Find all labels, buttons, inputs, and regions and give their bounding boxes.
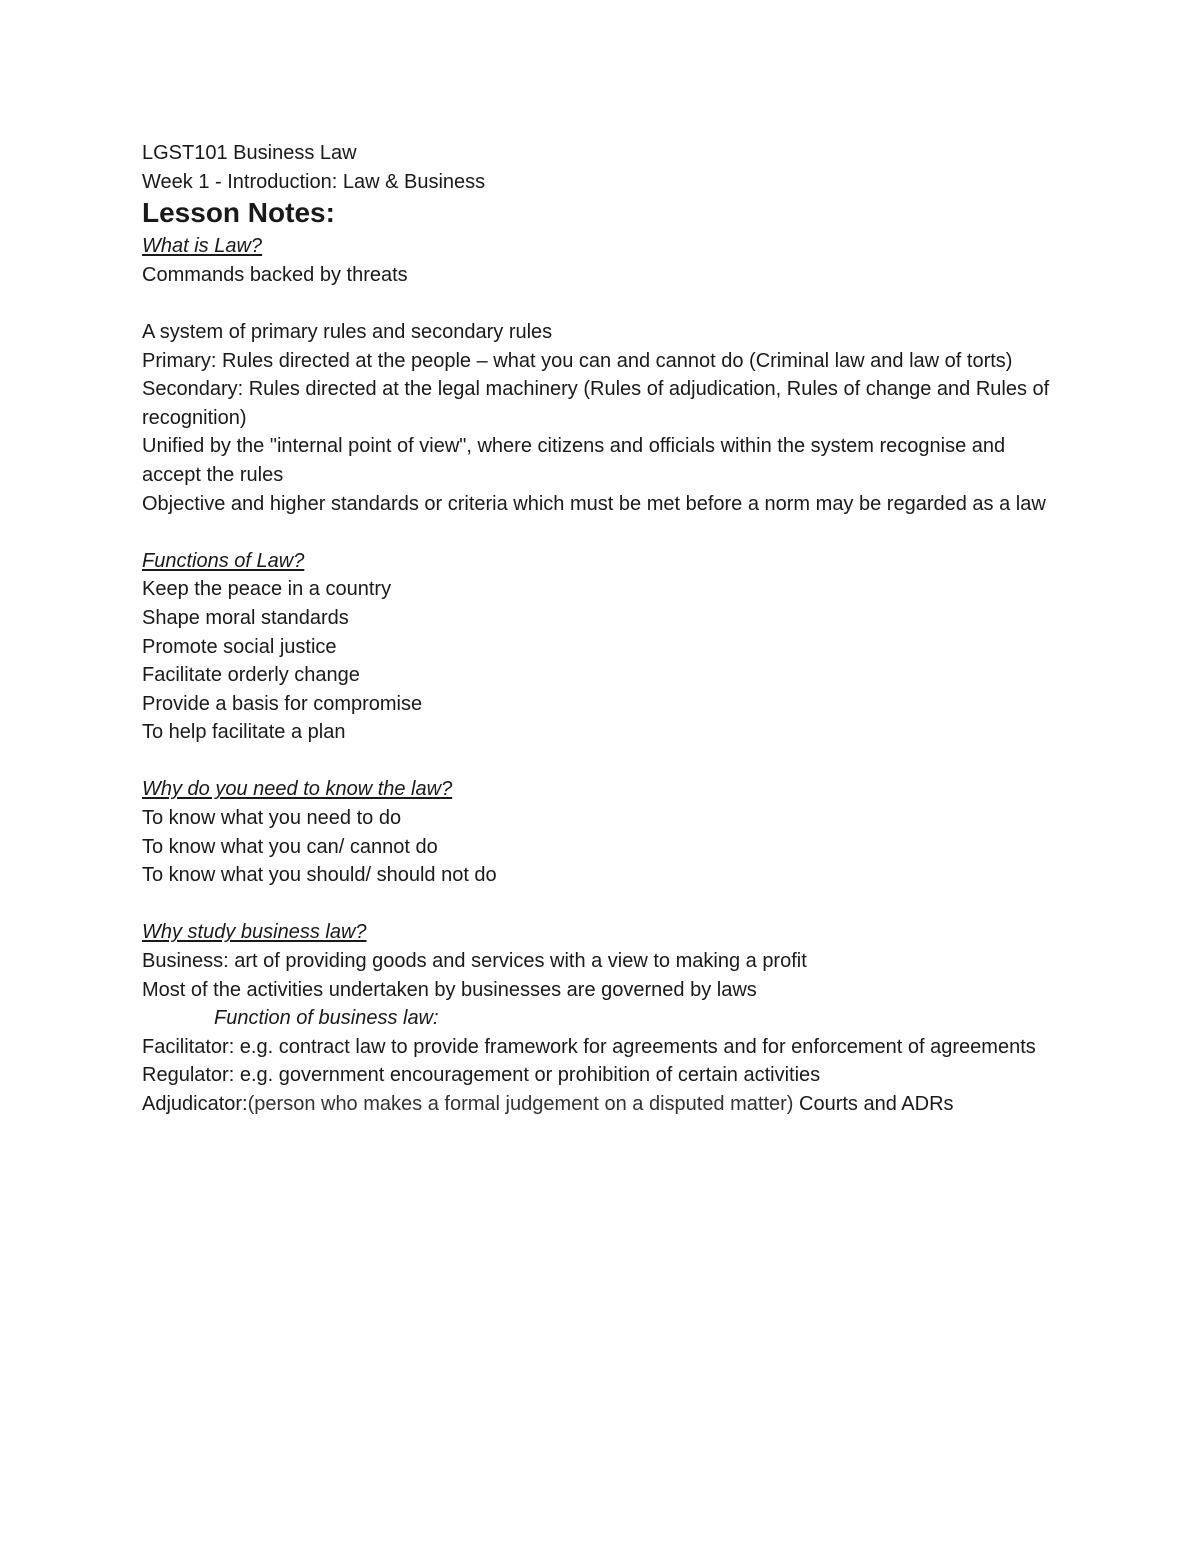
text-line: Business: art of providing goods and services with a view to making a profit [142,950,807,973]
lesson-heading: Lesson Notes: [142,197,335,229]
text-line: Facilitator: e.g. contract law to provide framework for agreements and for enforcement of agreements [142,1035,1036,1058]
text-line: Secondary: Rules directed at the legal machinery (Rules of adjudication, Rules of change and Rules of recognition) [142,378,1050,429]
text-line: To know what you need to do [142,807,402,830]
adjudicator-line [142,1090,1062,1119]
course-title: LGST101 Business Law [142,142,357,164]
section-heading-why-know-law: Why do you need to know the law? [142,778,453,801]
section-heading-functions-of-law: Functions of Law? [142,549,305,572]
adjudicator-label: Adjudicator: [142,1093,248,1115]
text-line: Shape moral standards [142,606,349,629]
text-line: To know what you should/ should not do [142,864,497,887]
blank-line [142,747,1062,776]
subheading-function-of-business-law: Function of business law: [214,1007,439,1030]
text-line: Keep the peace in a country [142,578,392,601]
adjudicator-note: (person who makes a formal judgement on a disputed matter) [247,1093,794,1115]
blank-line [142,890,1062,919]
text-line: To know what you can/ cannot do [142,835,438,858]
text-line: Primary: Rules directed at the people – what you can and cannot do (Criminal law and law of torts) [142,349,1013,372]
week-title: Week 1 - Introduction: Law & Business [142,170,486,193]
blank-line [142,289,1062,318]
text-line: Regulator: e.g. government encouragement or prohibition of certain activities [142,1064,821,1087]
section-heading-why-study-business-law: Why study business law? [142,921,367,944]
text-line: A system of primary rules and secondary rules [142,320,553,343]
text-line: Promote social justice [142,635,337,658]
text-line: Facilitate orderly change [142,664,360,687]
text-line: To help facilitate a plan [142,721,346,744]
text-line: Provide a basis for compromise [142,692,423,715]
text-line: Commands backed by threats [142,263,408,286]
text-line: Most of the activities undertaken by businesses are governed by laws [142,978,757,1001]
section-heading-what-is-law: What is Law? [142,235,263,258]
blank-line [142,518,1062,547]
text-line: Unified by the "internal point of view", where citizens and officials within the system recognise and accept the rules [142,435,1006,486]
text-line: Objective and higher standards or criteria which must be met before a norm may be regarded as a law [142,492,1046,515]
document-page [142,139,1062,1119]
adjudicator-tail: Courts and ADRs [793,1093,954,1115]
